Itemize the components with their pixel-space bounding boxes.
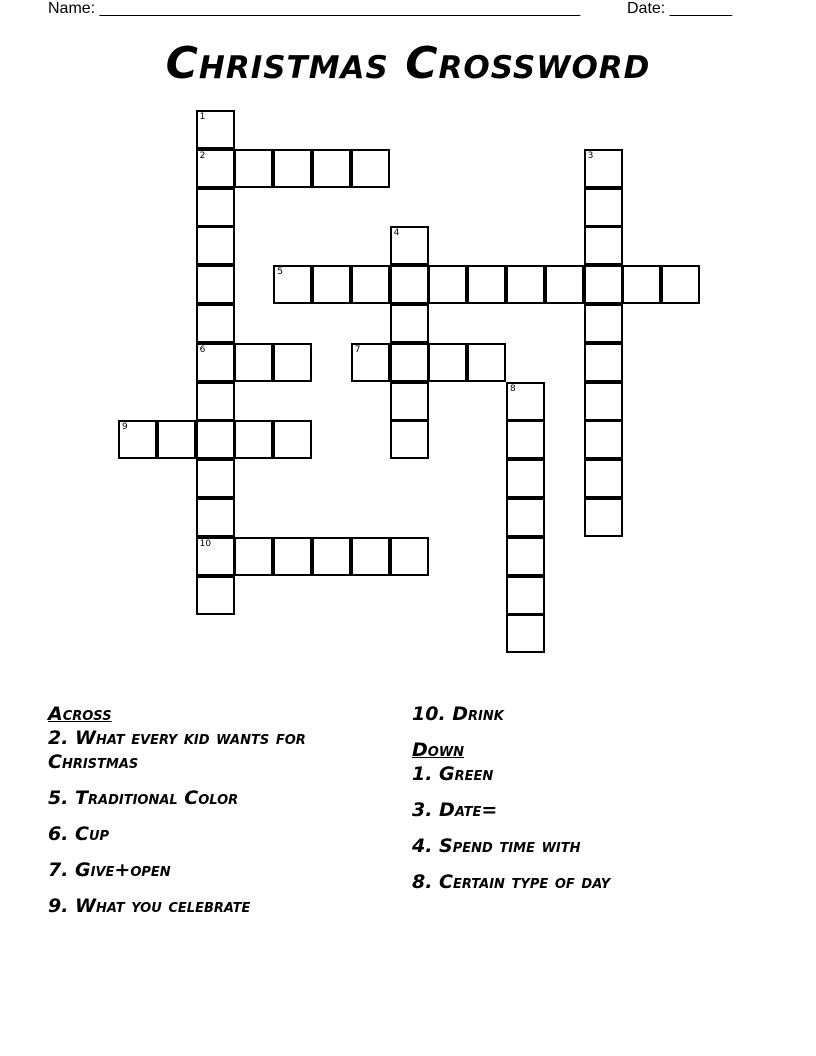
grid-cell[interactable] xyxy=(584,498,623,537)
grid-cell[interactable] xyxy=(234,420,273,459)
grid-cell[interactable] xyxy=(506,420,545,459)
across-clue-7: 7. Give+open xyxy=(48,859,171,881)
grid-cell[interactable] xyxy=(584,226,623,265)
grid-cell[interactable] xyxy=(584,149,623,188)
grid-cell[interactable] xyxy=(196,226,235,265)
grid-cell[interactable] xyxy=(584,343,623,382)
clues-right-column xyxy=(412,702,752,906)
cell-number: 9 xyxy=(122,422,128,433)
grid-cell[interactable] xyxy=(351,343,390,382)
down-clue-1: 1. Green xyxy=(412,763,494,785)
cell-number: 4 xyxy=(393,228,400,239)
grid-cell[interactable] xyxy=(351,537,390,576)
grid-cell[interactable] xyxy=(545,265,584,304)
clues-left-column xyxy=(48,702,378,930)
grid-cell[interactable] xyxy=(196,304,235,343)
grid-cell[interactable] xyxy=(196,265,235,304)
grid-cell[interactable] xyxy=(467,343,506,382)
grid-cell[interactable] xyxy=(312,149,351,188)
across-clue-5: 5. Traditional Color xyxy=(48,787,239,809)
grid-cell[interactable] xyxy=(584,265,623,304)
grid-cell[interactable] xyxy=(196,110,235,149)
grid-cell[interactable] xyxy=(118,420,157,459)
grid-cell[interactable] xyxy=(622,265,661,304)
grid-cell[interactable] xyxy=(196,343,235,382)
grid-cell[interactable] xyxy=(506,265,545,304)
grid-cell[interactable] xyxy=(273,420,312,459)
grid-cell[interactable] xyxy=(428,265,467,304)
grid-cell[interactable] xyxy=(390,420,429,459)
grid-cell[interactable] xyxy=(584,188,623,227)
grid-cell[interactable] xyxy=(196,537,235,576)
cell-number: 5 xyxy=(277,267,283,278)
across-clue-6: 6. Cup xyxy=(48,823,110,845)
grid-cell[interactable] xyxy=(506,382,545,421)
grid-cell[interactable] xyxy=(661,265,700,304)
grid-cell[interactable] xyxy=(273,265,312,304)
grid-cell[interactable] xyxy=(390,537,429,576)
across-clue-9: 9. What you celebrate xyxy=(48,895,251,917)
grid-cell[interactable] xyxy=(390,265,429,304)
grid-cell[interactable] xyxy=(584,304,623,343)
down-clue-4: 4. Spend time with xyxy=(412,835,581,857)
grid-cell[interactable] xyxy=(506,576,545,615)
date-field-label: Date: _______ xyxy=(627,0,732,17)
down-clue-3: 3. Date= xyxy=(412,799,498,821)
grid-cell[interactable] xyxy=(584,459,623,498)
grid-cell[interactable] xyxy=(196,149,235,188)
cell-number: 3 xyxy=(587,150,594,161)
grid-cell[interactable] xyxy=(196,382,235,421)
grid-cell[interactable] xyxy=(312,265,351,304)
name-field-label: Name: ______________________________________________________ xyxy=(48,0,581,17)
cell-number: 2 xyxy=(199,150,206,161)
grid-cell[interactable] xyxy=(506,614,545,653)
page-title: Christmas Crossword xyxy=(165,38,651,89)
grid-cell[interactable] xyxy=(234,537,273,576)
grid-cell[interactable] xyxy=(428,343,467,382)
grid-cell[interactable] xyxy=(273,537,312,576)
grid-cell[interactable] xyxy=(196,188,235,227)
grid-cell[interactable] xyxy=(390,226,429,265)
grid-cell[interactable] xyxy=(196,498,235,537)
grid-cell[interactable] xyxy=(196,420,235,459)
grid-cell[interactable] xyxy=(312,537,351,576)
grid-cell[interactable] xyxy=(390,343,429,382)
down-clue-8: 8. Certain type of day xyxy=(412,871,611,893)
down-heading: Down xyxy=(412,739,465,761)
grid-cell[interactable] xyxy=(506,537,545,576)
grid-cell[interactable] xyxy=(157,420,196,459)
grid-cell[interactable] xyxy=(390,304,429,343)
across-heading: Across xyxy=(48,703,112,725)
grid-cell[interactable] xyxy=(467,265,506,304)
grid-cell[interactable] xyxy=(234,149,273,188)
cell-number: 6 xyxy=(199,344,206,355)
grid-cell[interactable] xyxy=(506,459,545,498)
cell-number: 8 xyxy=(510,383,516,394)
grid-cell[interactable] xyxy=(351,149,390,188)
grid-cell[interactable] xyxy=(273,343,312,382)
grid-cell[interactable] xyxy=(196,459,235,498)
cell-number: 7 xyxy=(354,344,361,355)
cell-number: 1 xyxy=(199,112,206,122)
across-clue-2: 2. What every kid wants for Christmas xyxy=(48,727,306,773)
grid-cell[interactable] xyxy=(196,576,235,615)
grid-cell[interactable] xyxy=(506,498,545,537)
across-clue-10: 10. Drink xyxy=(412,703,504,725)
grid-cell[interactable] xyxy=(234,343,273,382)
grid-cell[interactable] xyxy=(351,265,390,304)
cell-number: 10 xyxy=(199,538,212,549)
grid-cell[interactable] xyxy=(584,382,623,421)
grid-cell[interactable] xyxy=(273,149,312,188)
grid-cell[interactable] xyxy=(390,382,429,421)
grid-cell[interactable] xyxy=(584,420,623,459)
